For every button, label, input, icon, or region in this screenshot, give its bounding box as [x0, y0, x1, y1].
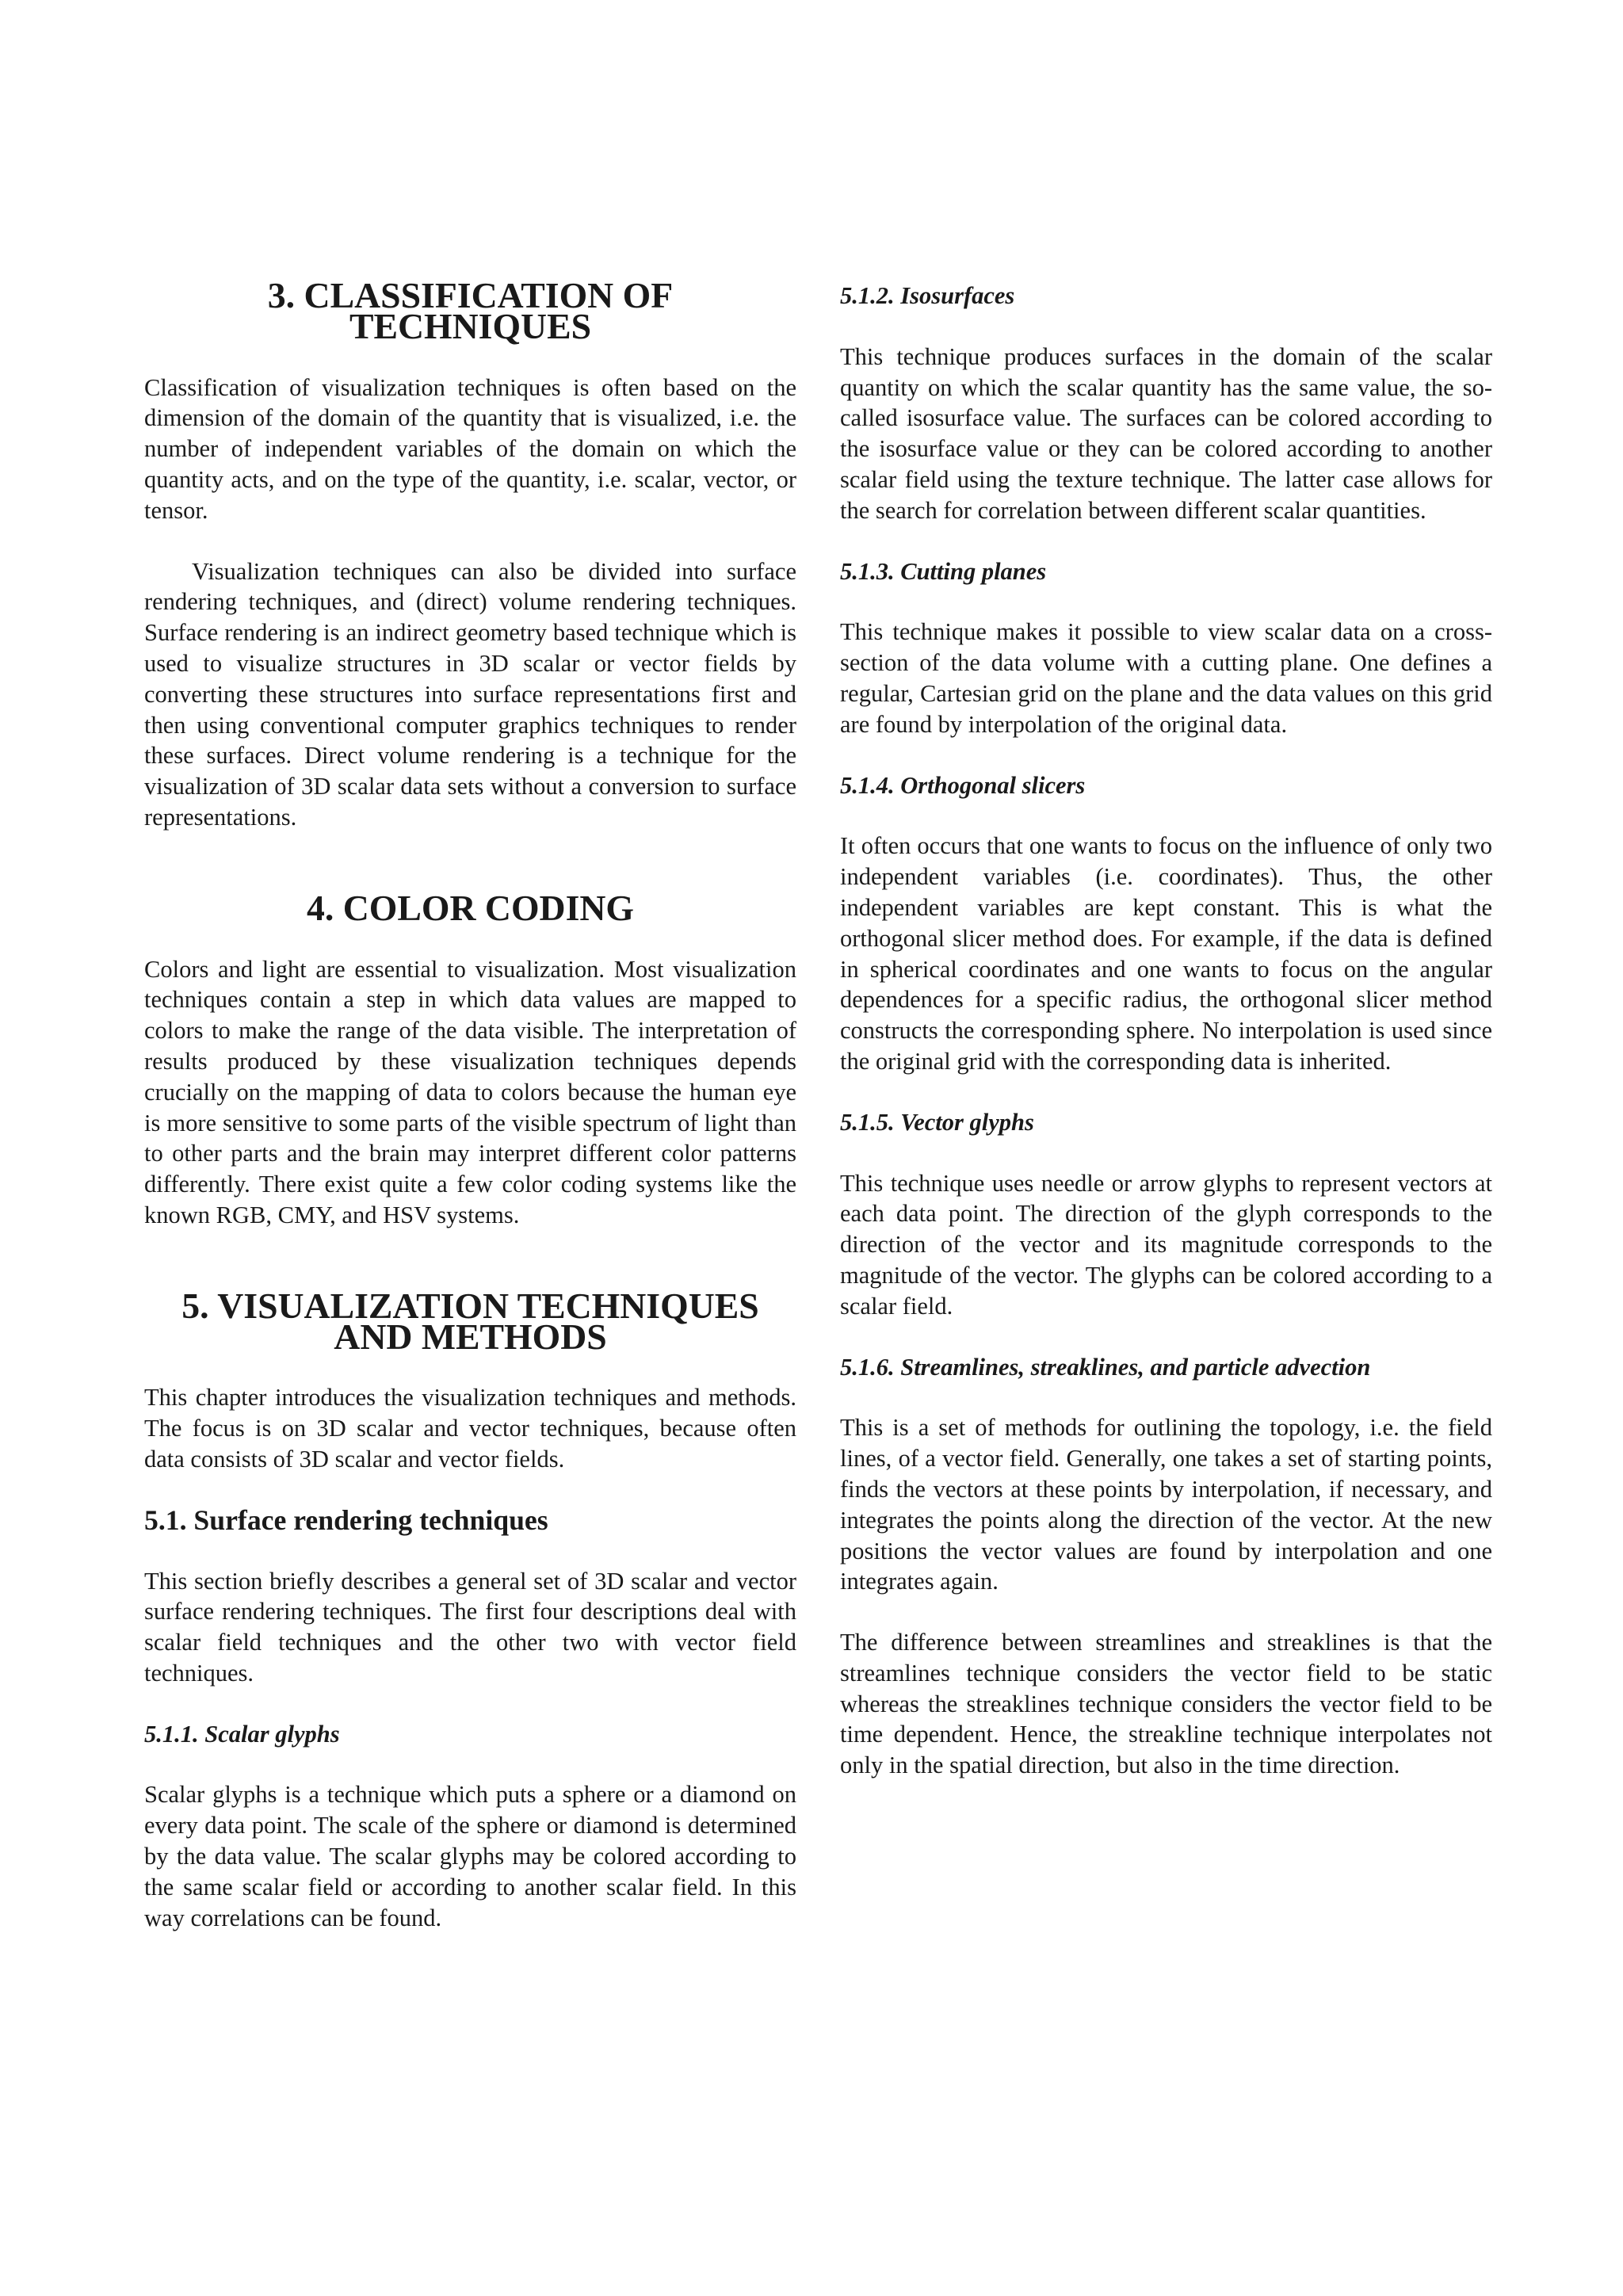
section-5-1-2-title: 5.1.2. Isosurfaces	[840, 282, 1015, 309]
section-3-title: 3. CLASSIFICATION OF TECHNIQUES	[267, 275, 674, 346]
section-5-1-6-title: 5.1.6. Streamlines, streaklines, and particle advection	[840, 1353, 1371, 1381]
section-3-paragraph-1: Classification of visualization techniques is often based on the dimension of the domain of the quantity that is visualized, i.e. the number of independent variables of the domain on which the quantity acts, and on the type of the quantity, i.e. scalar, vector, or tensor.	[144, 373, 796, 524]
section-3-paragraph-2: Visualization techniques can also be divided into surface rendering techniques, and (direct) volume rendering techniques. Surface rendering is an indirect geometry based technique which is used to visualize structures in 3D scalar or vector fields by converting these structures into surface representations first and then using conventional computer graphics techniques to render these surfaces. Direct volume rendering is a technique for the visualization of 3D scalar data sets without a conversion to surface representations.	[144, 557, 796, 831]
section-5-1-5-paragraph-1: This technique uses needle or arrow glyphs to represent vectors at each data point. The direction of the glyph corresponds to the direction of the vector and its magnitude corresponds to the magnitude of the vector. The glyphs can be colored according to a scalar field.	[840, 1169, 1492, 1320]
section-5-1-6-paragraph-2: The difference between streamlines and streaklines is that the streamlines technique considers the vector field to be static whereas the streaklines technique considers the vector field to be time dependent. Hence, the streakline technique interpolates not only in the spatial direction, but also in the time direction.	[840, 1629, 1492, 1779]
section-5-1-paragraph-1: This section briefly describes a general set of 3D scalar and vector surface rendering techniques. The first four descriptions deal with scalar field techniques and the other two with vector field techniques.	[144, 1567, 796, 1687]
section-5-1-6-paragraph-1: This is a set of methods for outlining the topology, i.e. the field lines, of a vector field. Generally, one takes a set of starting points, finds the vectors at these points by interpolation, if necessary, and integrates the points along the direction of the vector. At the new positions the vector values are found by interpolation and one integrates again.	[840, 1414, 1492, 1595]
section-5-1-2-paragraph-1: This technique produces surfaces in the domain of the scalar quantity on which the scalar quantity has the same value, the so-called isosurface value. The surfaces can be colored according to the isosurface value or they can be colored according to another scalar field using the texture technique. The latter case allows for the search for correlation between different scalar quantities.	[840, 342, 1492, 524]
section-5-1-5-title: 5.1.5. Vector glyphs	[840, 1108, 1034, 1136]
section-5-1-title: 5.1. Surface rendering techniques	[144, 1503, 548, 1536]
left-column	[144, 275, 796, 1933]
section-5-1-1-title: 5.1.1. Scalar glyphs	[144, 1720, 340, 1748]
section-4-paragraph-1: Colors and light are essential to visualization. Most visualization techniques contain a step in which data values are mapped to colors to make the range of the data visible. The interpretation of results produced by these visualization techniques depends crucially on the mapping of data to colors because the human eye is more sensitive to some parts of the visible spectrum of light than to other parts and the brain may interpret different color patterns differently. There exist quite a few color coding systems like the known RGB, CMY, and HSV systems.	[144, 955, 796, 1228]
section-5-1-4-title: 5.1.4. Orthogonal slicers	[840, 771, 1086, 799]
section-5-1-1-paragraph-1: Scalar glyphs is a technique which puts a sphere or a diamond on every data point. The scale of the sphere or diamond is determined by the data value. The scalar glyphs may be colored according to the same scalar field or according to another scalar field. In this way correlations can be found.	[144, 1781, 796, 1931]
section-5-1-3-title: 5.1.3. Cutting planes	[840, 557, 1047, 585]
section-5-title: 5. VISUALIZATION TECHNIQUES AND METHODS	[181, 1285, 759, 1357]
section-5-1-3-paragraph-1: This technique makes it possible to view scalar data on a cross-section of the data volume with a cutting plane. One defines a regular, Cartesian grid on the plane and the data values on this grid are found by interpolation of the original data.	[840, 618, 1492, 738]
right-column	[840, 281, 1492, 1781]
section-4-title: 4. COLOR CODING	[306, 887, 635, 928]
section-5-paragraph-1: This chapter introduces the visualization techniques and methods. The focus is on 3D scalar and vector techniques, because often data consists of 3D scalar and vector fields.	[144, 1384, 796, 1473]
section-5-1-4-paragraph-1: It often occurs that one wants to focus on the influence of only two independent variables (i.e. coordinates). Thus, the other independent variables are kept constant. This is what the orthogonal slicer method does. For example, if the data is defined in spherical coordinates and one wants to focus on the angular dependences for a specific radius, the orthogonal slicer method constructs the corresponding sphere. No interpolation is used since the original grid with the corresponding data is inherited.	[840, 832, 1492, 1075]
